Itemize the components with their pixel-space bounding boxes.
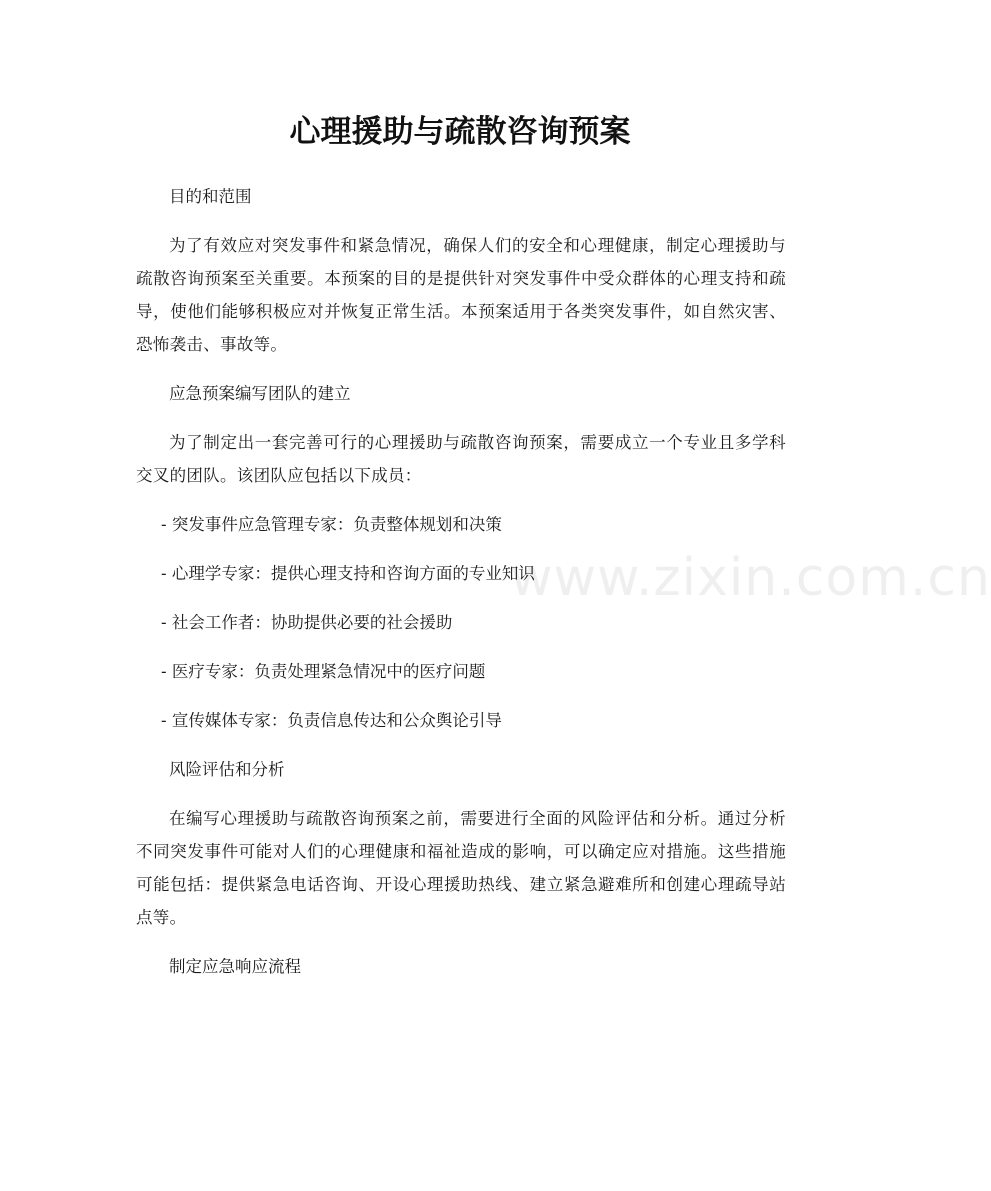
list-item: - 宣传媒体专家：负责信息传达和公众舆论引导 [161, 711, 502, 730]
paragraph-purpose: 为了有效应对突发事件和紧急情况，确保人们的安全和心理健康，制定心理援助与疏散咨询预案至关重要。本预案的目的是提供针对突发事件中受众群体的心理支持和疏导，使他们能够积极应对并恢复正常生活。本预案适用于各类突发事件，如自然灾害、恐怖袭击、事故等。 [136, 236, 786, 354]
document-body [136, 180, 786, 999]
list-item: - 突发事件应急管理专家：负责整体规划和决策 [161, 515, 502, 534]
section-heading-risk: 风险评估和分析 [169, 760, 285, 779]
list-item: - 心理学专家：提供心理支持和咨询方面的专业知识 [161, 564, 535, 583]
section-heading-purpose: 目的和范围 [169, 187, 252, 206]
page-title: 心理援助与疏散咨询预案 [289, 114, 631, 150]
list-item: - 医疗专家：负责处理紧急情况中的医疗问题 [161, 662, 486, 681]
section-heading-response: 制定应急响应流程 [169, 957, 301, 976]
paragraph-risk: 在编写心理援助与疏散咨询预案之前，需要进行全面的风险评估和分析。通过分析不同突发事件可能对人们的心理健康和福祉造成的影响，可以确定应对措施。这些措施可能包括：提供紧急电话咨询、开设心理援助热线、建立紧急避难所和创建心理疏导站点等。 [136, 809, 786, 927]
section-heading-team: 应急预案编写团队的建立 [169, 384, 351, 403]
list-item: - 社会工作者：协助提供必要的社会援助 [161, 613, 453, 632]
paragraph-team: 为了制定出一套完善可行的心理援助与疏散咨询预案，需要成立一个专业且多学科交叉的团队。该团队应包括以下成员： [136, 433, 786, 485]
watermark: www.zixin.com.cn [510, 548, 991, 608]
